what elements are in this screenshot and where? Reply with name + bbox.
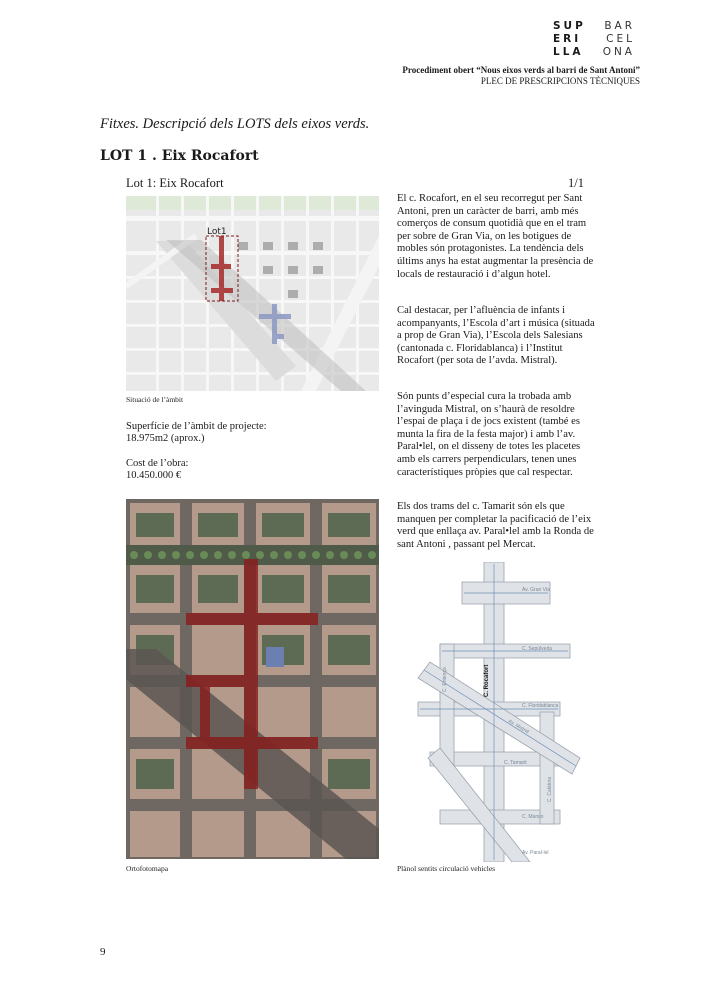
lot1-map-label: Lot1 bbox=[207, 227, 227, 237]
cost-label: Cost de l’obra: bbox=[126, 458, 189, 469]
label-manso: C. Manso bbox=[522, 814, 544, 820]
surface-value: 18.975m2 (aprox.) bbox=[126, 433, 205, 444]
page-fraction: 1/1 bbox=[568, 176, 584, 190]
location-map-graphic bbox=[126, 196, 379, 391]
traffic-plan-caption: Plànol sentits circulació vehicles bbox=[397, 864, 496, 873]
label-parallel: Av. Paral·lel bbox=[522, 850, 549, 856]
label-rocafort: C. Rocafort bbox=[484, 664, 490, 697]
traffic-direction-plan bbox=[400, 562, 600, 862]
paragraph-tamarit: Els dos trams del c. Tamarit són els que manquen per completar la pacificació de l’eix verd que enllaça av. Paral•lel amb la Ronda de sant Antoni , passant pel Mercat. bbox=[397, 501, 594, 550]
logo-row bbox=[553, 46, 635, 59]
logo-text: ONA bbox=[602, 46, 635, 58]
superilla-barcelona-logo bbox=[553, 20, 635, 59]
logo-row bbox=[553, 20, 635, 33]
paragraph-schools: Cal destacar, per l’afluència de infants i acompanyants, l’Escola d’art i música (situada a prop de Gran Via), l’Escola dels Salesians (cantonada c. Floridablanca) i l’Institut Rocafort (per sota de l’avda. Mistral). bbox=[397, 305, 595, 367]
paragraph-intro: El c. Rocafort, en el seu recorregut per Sant Antoni, pren un caràcter de barri, amb més comerços de consum quotidià que en el tram per sobre de Gran Via, on les botigues de mobles són protagonistes. La tendència dels últims anys ha estat augmentar la presència de locals de restauració i d’algun hotel. bbox=[397, 193, 594, 280]
logo-text: ERI bbox=[553, 33, 582, 45]
location-map bbox=[126, 196, 379, 391]
orthophoto-caption: Ortofotomapa bbox=[126, 864, 169, 873]
logo-text: SUP bbox=[553, 20, 586, 32]
orthophoto-graphic bbox=[126, 499, 379, 859]
paragraph-special-points: Són punts d’especial cura la trobada amb l’avinguda Mistral, on s’haurà de resoldre l’espai de plaça i de jocs existent (també es munta la fira de la festa major) i amb l’av. Paral•lel, on el disseny de totes les placetes amb els carrers perpendiculars, tenen unes característiques pròpies que cal respectar. bbox=[397, 391, 581, 478]
label-floridablanca: C. Floridablanca bbox=[522, 703, 559, 709]
cost-value: 10.450.000 € bbox=[126, 470, 182, 481]
label-calabria: C. Calàbria bbox=[547, 776, 553, 802]
lot-title: LOT 1 . Eix Rocafort bbox=[100, 148, 259, 164]
logo-text: BAR bbox=[604, 20, 635, 32]
label-gran-via: Av. Gran Via bbox=[522, 587, 550, 593]
traffic-plan-graphic bbox=[400, 562, 600, 862]
page-number: 9 bbox=[100, 946, 106, 958]
location-map-caption: Situació de l’àmbit bbox=[126, 395, 184, 404]
logo-text: LLA bbox=[553, 46, 584, 58]
orthophoto-map bbox=[126, 499, 379, 859]
logo-row bbox=[553, 33, 635, 46]
label-sepulveda: C. Sepúlveda bbox=[522, 646, 553, 652]
logo-text: CEL bbox=[606, 33, 635, 45]
section-title: Fitxes. Descripció dels LOTS dels eixos verds. bbox=[100, 116, 370, 132]
lot-subheader: Lot 1: Eix Rocafort bbox=[126, 176, 224, 190]
header-procedure-title: Procediment obert “Nous eixos verds al barri de Sant Antoni” bbox=[402, 65, 640, 75]
surface-label: Superfície de l’àmbit de projecte: bbox=[126, 421, 267, 432]
label-tamarit: C. Tamarit bbox=[504, 760, 527, 766]
header-document-type: PLEC DE PRESCRIPCIONS TÈCNIQUES bbox=[480, 76, 640, 86]
label-entenca: C. Entença bbox=[442, 667, 448, 692]
label-mistral: Av. Mistral bbox=[507, 718, 530, 736]
